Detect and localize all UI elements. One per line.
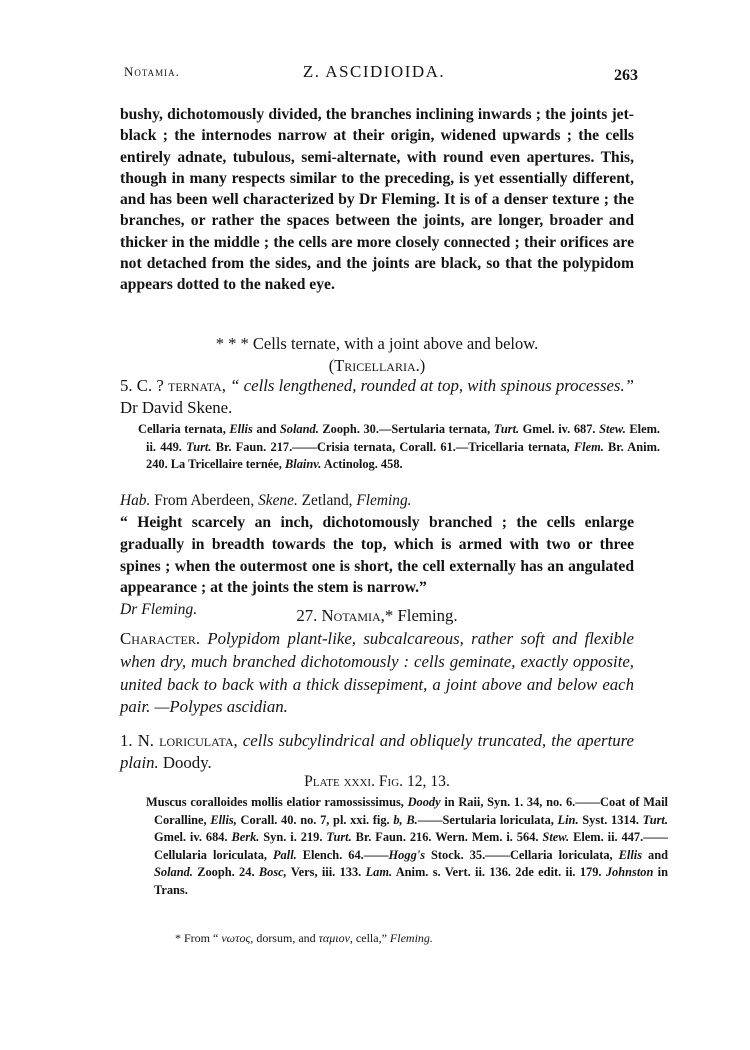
- plate-reference: Plate xxxi. Fig. 12, 13.: [304, 773, 450, 790]
- intro-paragraph: bushy, dichotomously divided, the branches inclining inwards ; the joints jet-black ; the internodes narrow at their origin, widened upwards ; the cells entirely adnate, tubulous, semi-alternate, with round even apertures. This, though in many respects similar to the preceding, is yet essentially different, and has been well characterized by Dr Fleming. It is of a denser texture ; the branches, or rather the spaces between the joints, are longer, broader and thicker in the middle ; the cells are more closely connected ; their orifices are not detached from the sides, and the joints are black, so that the polypidom appears dotted to the naked eye.: [120, 106, 634, 294]
- italic-segment: b, B.: [393, 812, 418, 827]
- genus-author: Fleming.: [393, 606, 458, 625]
- species-number: 1. N.: [120, 731, 160, 750]
- character-label: Character.: [120, 629, 201, 648]
- running-head-center: Z. ASCIDIOIDA.: [302, 62, 446, 81]
- genus-number: 27.: [296, 606, 322, 625]
- italic-segment: ταμιον,: [318, 931, 353, 945]
- footnote: * From “ νωτος, dorsum, and ταμιον, cella,” Fleming.: [175, 931, 433, 945]
- species-entry-loriculata: [120, 730, 634, 774]
- italic-segment: Ellis: [618, 847, 643, 862]
- species-name: loriculata,: [159, 731, 238, 750]
- italic-segment: Pall.: [272, 847, 297, 862]
- species-author: Dr David Skene.: [120, 398, 233, 417]
- italic-segment: Blainv.: [285, 457, 322, 472]
- italic-segment: νωτος,: [221, 931, 254, 945]
- species-author: Doody.: [158, 753, 212, 772]
- italic-segment: Stew.: [599, 422, 626, 436]
- italic-segment: Doody: [407, 795, 441, 809]
- italic-segment: Skene.: [258, 492, 298, 509]
- section-subheading: (Tricellaria.): [328, 356, 426, 375]
- quote-text: “ Height scarcely an inch, dichotomously branched ; the cells enlarge gradually in breadth towards the top, which is armed with two or three spines ; when the outermost one is short, the cell externally has an angulated appearance ; at the joints the stem is narrow.”: [120, 514, 634, 597]
- italic-segment: Turt.: [493, 422, 520, 436]
- italic-segment: Lin.: [557, 812, 579, 827]
- italic-segment: Bosc,: [258, 865, 287, 880]
- species-description: “ cells lengthened, rounded at top, with spinous processes.”: [230, 376, 634, 395]
- italic-segment: Johnston: [605, 865, 654, 880]
- italic-segment: Ellis,: [210, 812, 237, 827]
- character-text: Polypidom plant-like, subcalcareous, rather soft and flexible when dry, much branched dichotomously : cells geminate, exactly opposite, united back to back with a thick dissepiment, a joint above and below each pair. —Polypes ascidian.: [120, 629, 634, 717]
- synonymy-loriculata: Muscus coralloides mollis elatior ramossissimus, Doody in Raii, Syn. 1. 34, no. 6.——Coat of Mail Coralline, Ellis, Corall. 40. no. 7, pl. xxi. fig. b, B.——Sertularia loriculata, Lin. Syst. 1314. Turt. Gmel. iv. 684. Berk. Syn. i. 219. Turt. Br. Faun. 216. Wern. Mem. i. 564. Stew. Elem. ii. 447.——Cellularia loriculata, Pall. Elench. 64.——Hogg's Stock. 35.——Cellaria loriculata, Ellis and Soland. Zooph. 24. Bosc, Vers, iii. 133. Lam. Anim. s. Vert. ii. 136. 2de edit. ii. 179. Johnston in Trans.: [146, 795, 668, 897]
- italic-segment: Fleming.: [356, 492, 412, 509]
- running-header: [110, 62, 638, 88]
- genus-name: Notamia,*: [321, 606, 394, 625]
- italic-segment: Flem.: [573, 439, 604, 454]
- synonymy-ternata: Cellaria ternata, Ellis and Soland. Zooph. 30.—Sertularia ternata, Turt. Gmel. iv. 687. Stew. Elem. ii. 449. Turt. Br. Faun. 217.——Crisia ternata, Corall. 61.—Tricellaria ternata, Flem. Br. Anim. 240. La Tricellaire ternée, Blainv. Actinolog. 458.: [138, 422, 661, 472]
- italic-segment: Soland.: [154, 865, 193, 880]
- species-name: ternata,: [168, 376, 226, 395]
- page-number: 263: [614, 67, 638, 84]
- section-heading: [120, 333, 634, 377]
- italic-segment: Hogg's: [388, 847, 426, 862]
- italic-segment: Stew.: [542, 830, 570, 845]
- species-number: 5. C. ?: [120, 376, 169, 395]
- running-head-left: Notamia.: [124, 64, 180, 79]
- section-heading-text: * * * Cells ternate, with a joint above and below.: [215, 334, 539, 353]
- species-description: cells subcylindrical and obliquely truncated, the aperture plain.: [120, 731, 634, 772]
- quote-author: Dr Fleming.: [120, 601, 198, 619]
- genus-character: [120, 628, 634, 719]
- italic-segment: Fleming.: [389, 931, 433, 945]
- italic-segment: Turt.: [642, 812, 668, 827]
- italic-segment: Ellis: [229, 422, 253, 436]
- genus-heading: [120, 605, 634, 627]
- italic-segment: Soland.: [279, 422, 319, 436]
- italic-segment: Turt.: [326, 830, 352, 845]
- italic-segment: Lam.: [365, 865, 393, 880]
- italic-segment: Berk.: [231, 830, 260, 845]
- species-entry-ternata: [120, 375, 634, 419]
- italic-segment: Hab.: [120, 492, 151, 509]
- italic-segment: Turt.: [186, 439, 212, 454]
- habitat-line: Hab. From Aberdeen, Skene. Zetland, Fleming.: [120, 492, 412, 509]
